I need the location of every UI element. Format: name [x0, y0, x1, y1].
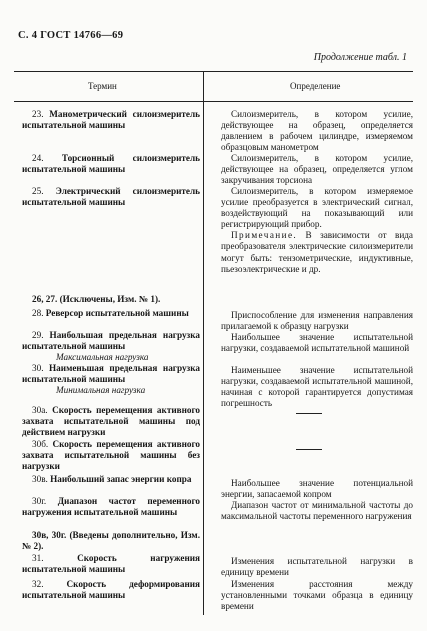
term-28: 28. Реверсор испытательной машины	[32, 308, 189, 318]
definition-23: Силоизмеритель, в котором усилие, действующее на образец, определяется давлением в рабочем цилиндре, измеряемом образцовым манометром	[221, 109, 413, 153]
definition-32: Изменения расстояния между установленными точками образца в единицу времени	[221, 579, 413, 612]
definition-30g: Диапазон частот от минимальной частоты до максимальной частоты переменного нагружения	[221, 500, 413, 522]
term-30g: 30г. Диапазон частот переменного нагружения испытательной машины	[22, 496, 201, 518]
term-24: 24. Торсионный силоизмеритель испытательной машины	[22, 153, 200, 175]
term-31: 31. Скорость нагружения испытательной машины	[22, 553, 201, 575]
term-30b: 30б. Скорость перемещения активного захвата испытательной машины без нагрузки	[22, 439, 201, 472]
definition-28: Приспособление для изменения направления прилагаемой к образцу нагрузки	[221, 310, 413, 332]
term-26-27: 26, 27. (Исключены, Изм. № 1).	[32, 294, 161, 304]
term-23: 23. Манометрический силоизмеритель испытательной машины	[22, 109, 200, 131]
column-header-term: Термин	[88, 81, 117, 91]
term-30v-30g: 30в, 30г. (Введены дополнительно, Изм. № 2).	[22, 530, 200, 552]
term-32: 32. Скорость деформирования испытательной машины	[22, 579, 200, 601]
column-header-definition: Определение	[290, 81, 341, 91]
definition-25: Силоизмеритель, в котором измеряемое усилие преобразуется в электрический сигнал, воздействующий на показывающий или регистрирующий прибор. Примечание. В зависимости от вида преобразователя электрические силоизмерители могут быть: тензометрические, индуктивные, пьезоэлектрические и др.	[221, 186, 414, 274]
definition-30v: Наибольшее значение потенциальной энергии, запасаемой копром	[221, 478, 413, 500]
definition-30a-dash	[296, 413, 322, 414]
term-25: 25. Электрический силоизмеритель испытательной машины	[22, 186, 200, 208]
definition-24: Силоизмеритель, в котором усилие, действующее на образец, определяется углом закручивания торсиона	[221, 153, 413, 186]
table-header-rule	[14, 101, 413, 102]
definition-29: Наибольшее значение испытательной нагрузки, создаваемой испытательной машиной	[221, 332, 413, 354]
page-header: С. 4 ГОСТ 14766—69	[18, 30, 124, 41]
definition-30b-dash	[296, 449, 322, 450]
term-29: 29. Наибольшая предельная нагрузка испытательной машины Максимальная нагрузка	[22, 330, 201, 363]
term-30v: 30в. Наибольший запас энергии копра	[32, 474, 192, 484]
table-top-rule	[14, 71, 413, 72]
table-column-divider	[203, 72, 204, 615]
table-continued-label: Продолжение табл. 1	[313, 52, 407, 63]
definition-30: Наименьшее значение испытательной нагрузки, создаваемой испытательной машиной, начиная с которой гарантируется допустимая погрешность	[221, 365, 413, 409]
note-label: Примечание.	[231, 230, 298, 241]
definition-31: Изменения испытательной нагрузки в единицу времени	[221, 556, 413, 578]
note-text: В зависимости от вида преобразователя электрические силоизмерители могут быть: тензометрические, индуктивные, пьезоэлектрические и др.	[221, 230, 414, 274]
term-30a: 30а. Скорость перемещения активного захвата испытательной машины под действием нагрузки	[22, 405, 201, 438]
term-30: 30. Наименьшая предельная нагрузка испытательной машины Минимальная нагрузка	[22, 363, 200, 396]
